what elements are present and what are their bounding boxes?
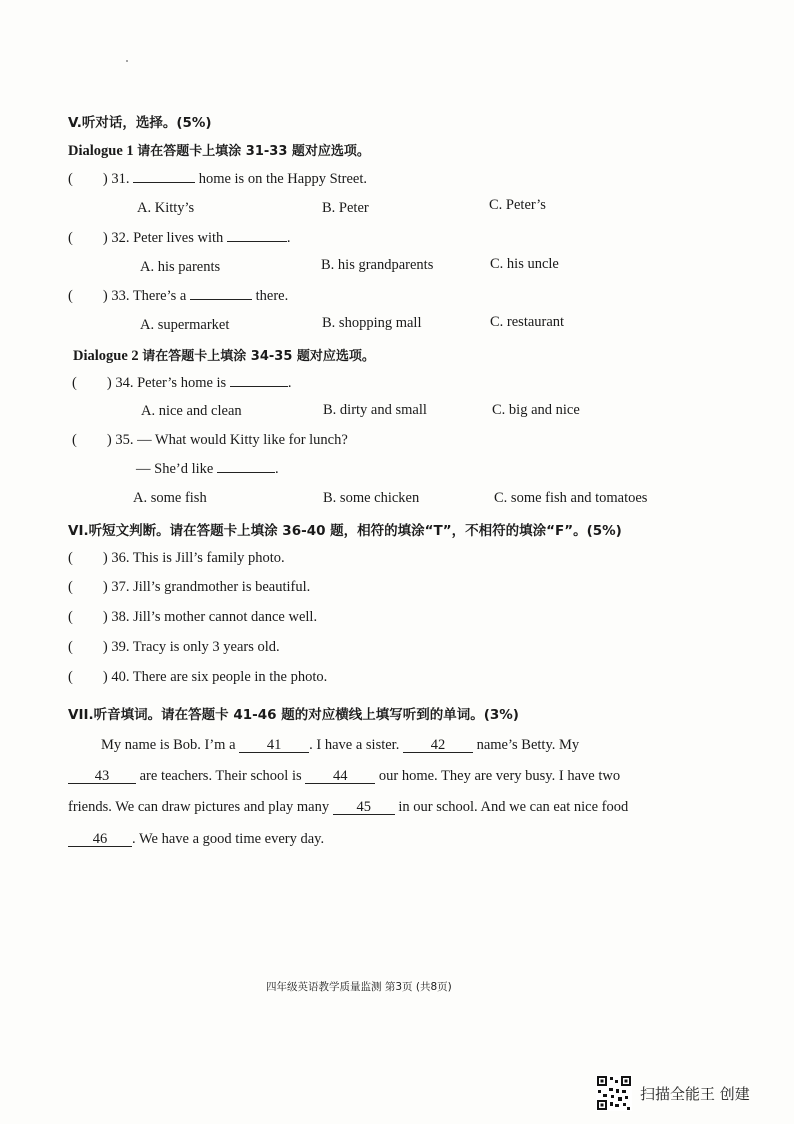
cloze-blank-44: 44 xyxy=(305,769,375,784)
question-number: 32. xyxy=(111,230,130,246)
cloze-line-1 xyxy=(101,737,579,754)
cloze-text: friends. We can draw pictures and play many xyxy=(68,799,333,815)
cloze-line-4 xyxy=(68,831,324,848)
dialogue-2-label: Dialogue 2 xyxy=(73,348,139,364)
dialogue-1-instruction: 请在答题卡上填涂 31-33 题对应选项。 xyxy=(137,144,370,159)
question-end: . xyxy=(286,230,291,246)
question-text: Peter lives with xyxy=(133,230,227,246)
answer-paren-close: ) xyxy=(102,171,108,187)
tf-item-36 xyxy=(68,550,285,567)
question-text: There’s a xyxy=(132,288,190,304)
fill-blank xyxy=(190,299,252,300)
statement-text: 37. Jill’s grandmother is beautiful. xyxy=(111,579,311,595)
answer-paren-close: ) xyxy=(102,639,108,655)
answer-paren-close: ) xyxy=(106,432,112,448)
tf-item-37 xyxy=(68,579,310,596)
cloze-blank-43: 43 xyxy=(68,769,136,784)
q33-option-c: C. restaurant xyxy=(490,314,565,330)
cloze-line-3 xyxy=(68,799,628,816)
question-31 xyxy=(68,171,367,188)
question-end: . xyxy=(287,375,292,391)
answer-paren-close: ) xyxy=(102,579,108,595)
cloze-blank-41: 41 xyxy=(239,738,309,753)
section-6-title: VI.听短文判断。请在答题卡上填涂 36-40 题，相符的填涂“T”，不相符的填涂“F”。(5%) xyxy=(68,523,622,539)
fill-blank xyxy=(133,182,195,183)
question-35 xyxy=(72,432,348,449)
dialogue-1-label: Dialogue 1 xyxy=(68,143,134,159)
answer-paren-open: ( xyxy=(68,669,73,685)
q32-option-b: B. his grandparents xyxy=(321,257,434,273)
question-35-reply xyxy=(136,461,279,478)
statement-text: 36. This is Jill’s family photo. xyxy=(111,550,285,566)
cloze-text: . I have a sister. xyxy=(309,737,403,753)
q35-option-b: B. some chicken xyxy=(323,490,420,506)
page-footer: 四年级英语教学质量监测 第3页 (共8页) xyxy=(266,981,452,993)
q34-option-a: A. nice and clean xyxy=(141,403,242,419)
question-end: . xyxy=(274,461,279,477)
dialogue-2-heading xyxy=(73,345,375,365)
q32-option-c: C. his uncle xyxy=(490,256,559,272)
dialogue-1-heading xyxy=(68,140,370,160)
question-end: there. xyxy=(251,288,289,304)
qr-code-icon xyxy=(596,1075,632,1111)
q34-option-b: B. dirty and small xyxy=(323,402,427,418)
section-7-title: VII.听音填词。请在答题卡 41-46 题的对应横线上填写听到的单词。(3%) xyxy=(68,707,519,723)
q33-option-b: B. shopping mall xyxy=(322,315,422,331)
answer-paren-close: ) xyxy=(102,550,108,566)
q32-option-a: A. his parents xyxy=(140,259,221,275)
q35-option-a: A. some fish xyxy=(133,490,207,506)
answer-paren-close: ) xyxy=(102,609,108,625)
dialogue-2-instruction: 请在答题卡上填涂 34-35 题对应选项。 xyxy=(142,349,375,364)
q31-option-a: A. Kitty’s xyxy=(137,200,195,216)
question-text: Peter’s home is xyxy=(137,375,230,391)
q34-option-c: C. big and nice xyxy=(492,402,580,418)
cloze-text: are teachers. Their school is xyxy=(136,768,306,784)
q33-option-a: A. supermarket xyxy=(140,317,230,333)
fill-blank xyxy=(227,241,287,242)
answer-paren-open: ( xyxy=(68,171,73,187)
speck xyxy=(126,60,128,62)
question-text: — She’d like xyxy=(136,461,217,477)
answer-paren-close: ) xyxy=(102,288,108,304)
cloze-blank-42: 42 xyxy=(403,738,473,753)
tf-item-38 xyxy=(68,609,317,626)
q31-option-c: C. Peter’s xyxy=(489,197,546,213)
statement-text: 38. Jill’s mother cannot dance well. xyxy=(111,609,318,625)
cloze-text: name’s Betty. My xyxy=(472,737,580,753)
answer-paren-open: ( xyxy=(68,609,73,625)
answer-paren-close: ) xyxy=(106,375,112,391)
statement-text: 39. Tracy is only 3 years old. xyxy=(111,639,280,655)
q35-option-c: C. some fish and tomatoes xyxy=(494,490,648,506)
question-number: 35. xyxy=(115,432,134,448)
question-text: home is on the Happy Street. xyxy=(195,171,368,187)
tf-item-40 xyxy=(68,669,327,686)
cloze-blank-45: 45 xyxy=(333,800,395,815)
cloze-blank-46: 46 xyxy=(68,832,132,847)
question-number: 34. xyxy=(115,375,134,391)
tf-item-39 xyxy=(68,639,280,656)
cloze-text: . We have a good time every day. xyxy=(132,831,325,847)
question-number: 33. xyxy=(111,288,130,304)
answer-paren-open: ( xyxy=(72,432,77,448)
question-number: 31. xyxy=(111,171,130,187)
section-5-title: V.听对话，选择。(5%) xyxy=(68,115,212,131)
fill-blank xyxy=(230,386,288,387)
question-34 xyxy=(72,375,291,392)
cloze-text: My name is Bob. I’m a xyxy=(101,737,240,753)
answer-paren-close: ) xyxy=(102,230,108,246)
question-text: — What would Kitty like for lunch? xyxy=(137,432,348,448)
cloze-text: our home. They are very busy. I have two xyxy=(375,768,621,784)
question-33 xyxy=(68,288,288,305)
answer-paren-close: ) xyxy=(102,669,108,685)
answer-paren-open: ( xyxy=(68,550,73,566)
answer-paren-open: ( xyxy=(68,639,73,655)
cloze-line-2 xyxy=(68,768,620,785)
question-32 xyxy=(68,230,291,247)
answer-paren-open: ( xyxy=(72,375,77,391)
scanner-watermark-label: 扫描全能王 创建 xyxy=(640,1085,750,1103)
q31-option-b: B. Peter xyxy=(322,200,369,216)
answer-paren-open: ( xyxy=(68,230,73,246)
answer-paren-open: ( xyxy=(68,288,73,304)
statement-text: 40. There are six people in the photo. xyxy=(111,669,328,685)
answer-paren-open: ( xyxy=(68,579,73,595)
cloze-text: in our school. And we can eat nice food xyxy=(394,799,629,815)
fill-blank xyxy=(217,472,275,473)
